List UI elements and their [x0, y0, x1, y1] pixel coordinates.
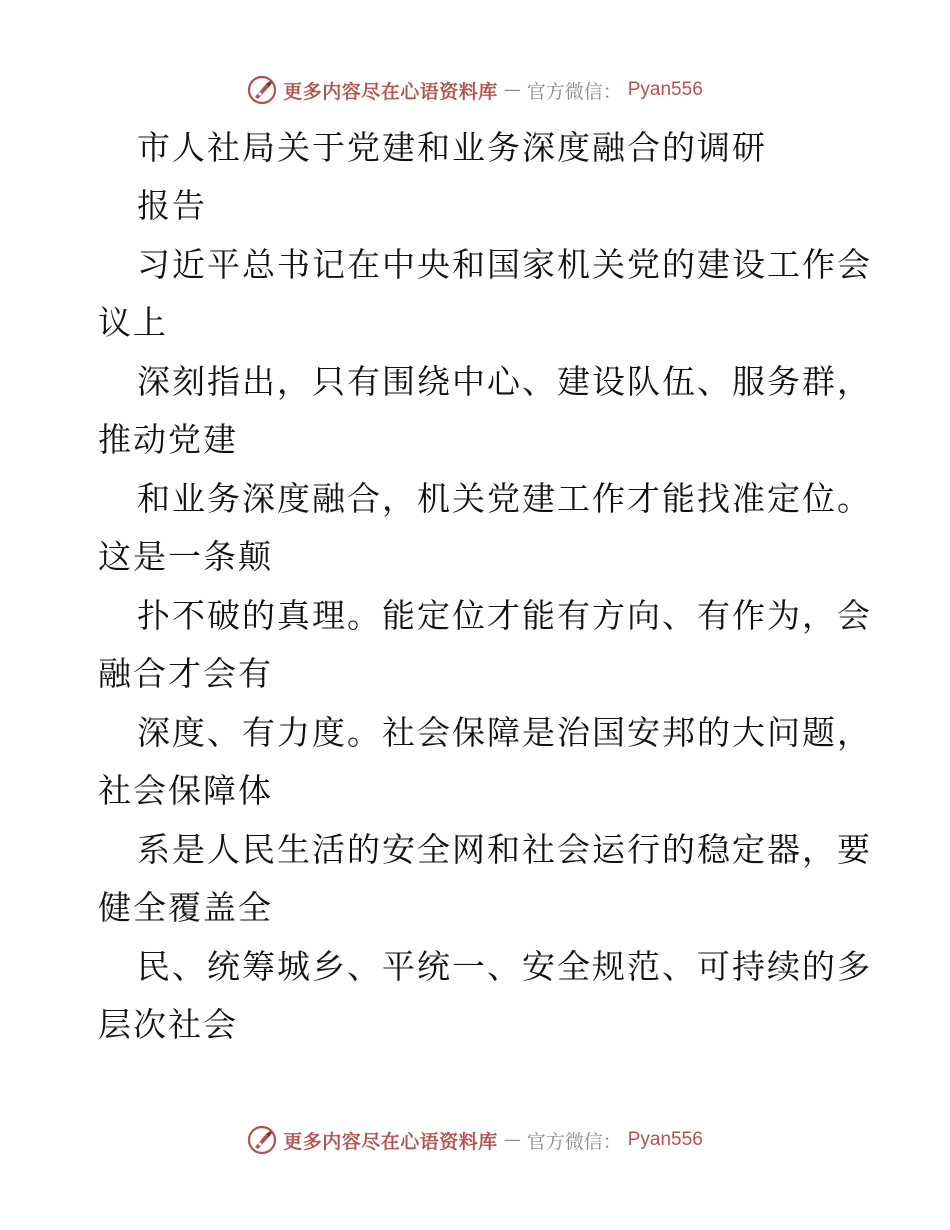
doc-text-line: 系是人民生活的安全网和社会运行的稳定器，要 — [137, 830, 872, 869]
watermark-separator: — — [503, 1130, 521, 1150]
doc-text-line: 深度、有力度。社会保障是治国安邦的大问题， — [137, 713, 872, 752]
footer-watermark — [0, 1120, 950, 1160]
doc-text-line: 习近平总书记在中央和国家机关党的建设工作会 — [137, 245, 872, 284]
doc-text-line: 民、统筹城乡、平统一、安全规范、可持续的多 — [137, 947, 872, 986]
doc-text-line: 和业务深度融合，机关党建工作才能找准定位。 — [137, 479, 872, 518]
header-watermark — [0, 70, 950, 110]
doc-text-line: 扑不破的真理。能定位才能有方向、有作为，会 — [137, 596, 872, 635]
pen-nib-logo-icon — [247, 75, 277, 105]
doc-title-line: 市人社局关于党建和业务深度融合的调研 — [137, 128, 767, 167]
watermark-sub-text: 官方微信： — [526, 1130, 622, 1153]
watermark-id-text: Pyan556 — [627, 1129, 703, 1150]
doc-text-line: 健全覆盖全 — [98, 888, 273, 927]
watermark-id-text: Pyan556 — [627, 79, 703, 100]
doc-text-line: 深刻指出，只有围绕中心、建设队伍、服务群， — [137, 362, 872, 401]
doc-text-line: 议上 — [98, 303, 168, 342]
doc-text-line: 融合才会有 — [98, 654, 273, 693]
doc-text-line: 层次社会 — [98, 1005, 238, 1044]
doc-text-line: 推动党建 — [98, 420, 238, 459]
doc-text-line: 社会保障体 — [98, 771, 273, 810]
watermark-separator: — — [503, 80, 521, 100]
watermark-brand-text: 更多内容尽在心语资料库 — [283, 80, 498, 103]
watermark-brand-text: 更多内容尽在心语资料库 — [283, 1130, 498, 1153]
doc-title-line: 报告 — [137, 186, 207, 225]
watermark-sub-text: 官方微信： — [526, 80, 622, 103]
pen-nib-logo-icon — [247, 1125, 277, 1155]
doc-text-line: 这是一条颠 — [98, 537, 273, 576]
